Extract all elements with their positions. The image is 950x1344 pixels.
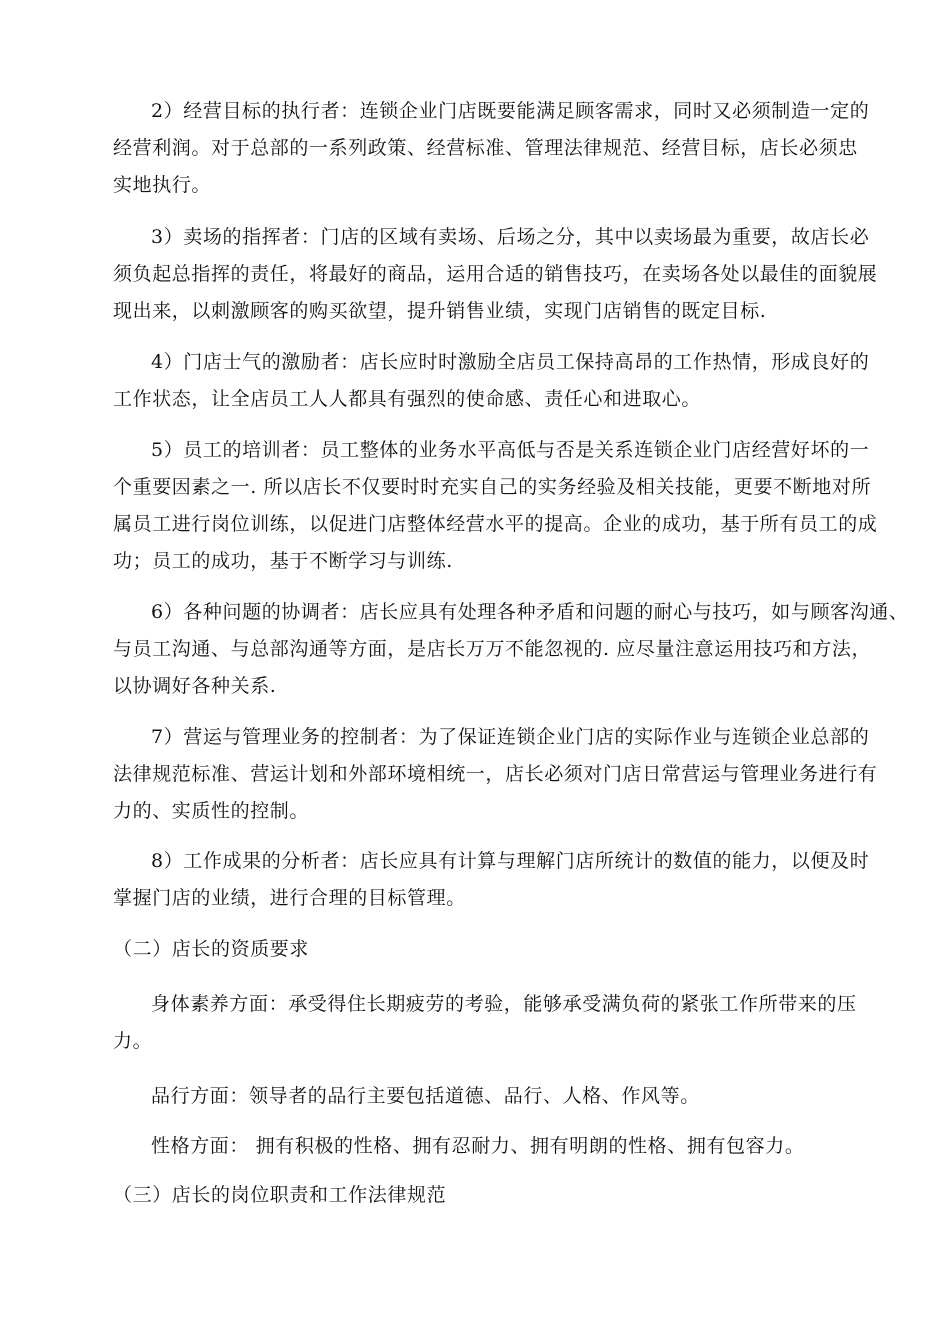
paragraph-2 — [113, 93, 873, 204]
text-line: 力的、实质性的控制。 — [113, 800, 310, 822]
paragraph-6 — [113, 594, 909, 705]
text-line: 实地执行。 — [113, 174, 212, 196]
text-line: 须负起总指挥的责任，将最好的商品，运用合适的销售技巧，在卖场各处以最佳的面貌展 — [113, 263, 878, 285]
text-line: 8）工作成果的分析者：店长应具有计算与理解门店所统计的数值的能力，以便及时 — [151, 850, 870, 872]
text-line: 工作状态，让全店员工人人都具有强烈的使命感、责任心和进取心。 — [113, 388, 702, 410]
text-line: 5）员工的培训者：员工整体的业务水平高低与否是关系连锁企业门店经营好坏的一 — [151, 439, 870, 461]
text-line: 性格方面： 拥有积极的性格、拥有忍耐力、拥有明朗的性格、拥有包容力。 — [151, 1135, 805, 1157]
text-line: 7）营运与管理业务的控制者：为了保证连锁企业门店的实际作业与连锁企业总部的 — [151, 726, 870, 748]
text-line: 3）卖场的指挥者：门店的区域有卖场、后场之分，其中以卖场最为重要，故店长必 — [151, 226, 870, 248]
paragraph-5 — [113, 432, 878, 580]
quality-personality — [113, 1128, 873, 1165]
quality-physical — [113, 986, 873, 1060]
paragraph-3 — [113, 219, 878, 330]
text-line: 经营利润。对于总部的一系列政策、经营标准、管理法律规范、经营目标，店长必须忠 — [113, 137, 858, 159]
text-line: 身体素养方面：承受得住长期疲劳的考验，能够承受满负荷的紧张工作所带来的压 — [151, 993, 857, 1015]
text-line: 6）各种问题的协调者：店长应具有处理各种矛盾和问题的耐心与技巧，如与顾客沟通、 — [151, 601, 909, 623]
text-line: 个重要因素之一. 所以店长不仅要时时充实自己的实务经验及相关技能，更要不断地对所 — [113, 476, 872, 498]
text-line: 现出来，以刺激顾客的购买欲望，提升销售业绩，实现门店销售的既定目标. — [113, 300, 767, 322]
text-line: 2）经营目标的执行者：连锁企业门店既要能满足顾客需求，同时又必须制造一定的 — [151, 100, 870, 122]
paragraph-4 — [113, 344, 873, 418]
text-line: 属员工进行岗位训练，以促进门店整体经营水平的提高。企业的成功，基于所有员工的成 — [113, 513, 878, 535]
text-line: 法律规范标准、营运计划和外部环境相统一，店长必须对门店日常营运与管理业务进行有 — [113, 763, 878, 785]
text-line: 功；员工的成功，基于不断学习与训练. — [113, 550, 453, 572]
text-line: 掌握门店的业绩，进行合理的目标管理。 — [113, 887, 466, 909]
paragraph-7 — [113, 719, 878, 830]
section-heading-2: （二）店长的资质要求 — [113, 938, 310, 960]
text-line: 4）门店士气的激励者：店长应时时激励全店员工保持高昂的工作热情，形成良好的 — [151, 351, 870, 373]
paragraph-8 — [113, 843, 873, 917]
text-line: 品行方面：领导者的品行主要包括道德、品行、人格、作风等。 — [151, 1085, 700, 1107]
text-line: 以协调好各种关系. — [113, 675, 277, 697]
quality-conduct — [113, 1078, 873, 1115]
text-line: 与员工沟通、与总部沟通等方面，是店长万万不能忽视的. 应尽量注意运用技巧和方法， — [113, 638, 872, 660]
text-line: 力。 — [113, 1030, 153, 1052]
section-heading-3: （三）店长的岗位职责和工作法律规范 — [113, 1184, 447, 1206]
